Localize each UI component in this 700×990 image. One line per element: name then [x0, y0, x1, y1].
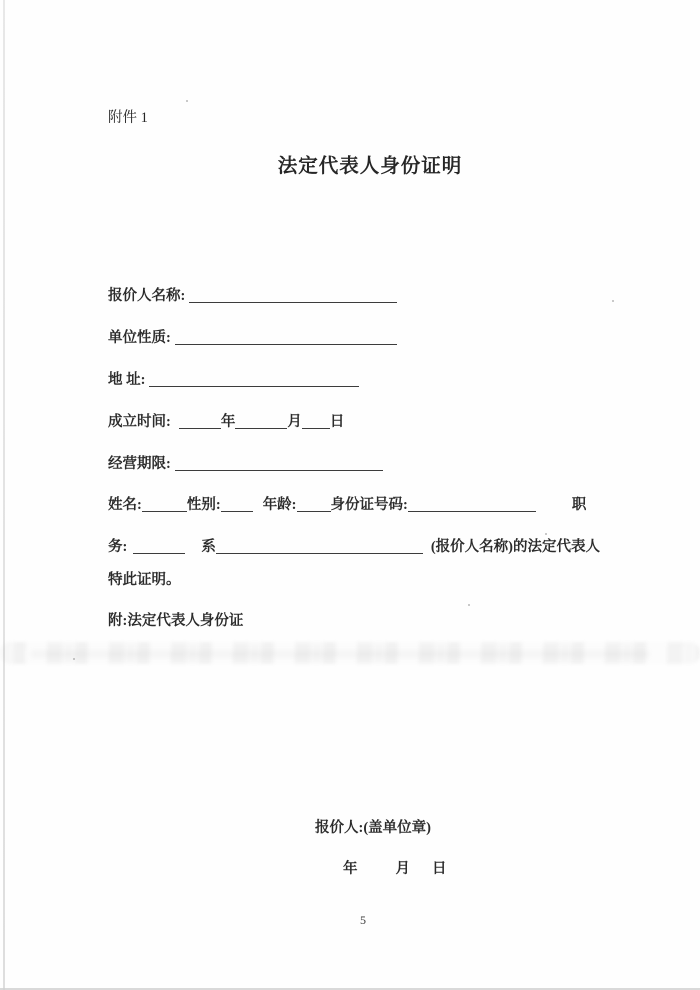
signature-month-char: 月 — [395, 861, 410, 877]
name-blank — [142, 496, 187, 512]
field-line-address — [108, 368, 359, 389]
scan-speck — [612, 300, 614, 302]
document-title: 法定代表人身份证明 — [277, 156, 463, 177]
field-line-business-term — [108, 452, 383, 473]
attachment-number-label: 附件 1 — [108, 110, 148, 126]
attachment-note-text: 附:法定代表人身份证 — [108, 613, 244, 629]
field-line-establish-date — [108, 410, 344, 431]
id-number-label: 身份证号码: — [330, 497, 408, 513]
business-term-label: 经营期限: — [108, 456, 171, 472]
scan-speck — [186, 100, 188, 102]
field-line-duty — [108, 535, 600, 556]
year-char: 年 — [220, 414, 236, 430]
attachment-note-line — [108, 609, 243, 630]
address-blank — [149, 371, 359, 387]
signature-year-char: 年 — [343, 861, 358, 877]
establish-year-blank — [179, 413, 221, 429]
address-label: 地 址: — [108, 372, 146, 388]
id-number-blank — [408, 496, 536, 512]
legal-rep-suffix: (报价人名称)的法定代表人 — [430, 539, 600, 555]
age-label: 年龄: — [262, 497, 297, 513]
duty-char-second: 务: — [108, 539, 128, 555]
establish-day-blank — [302, 413, 330, 429]
hereby-text: 特此证明。 — [108, 572, 181, 588]
day-char: 日 — [329, 414, 345, 430]
field-line-person-info — [108, 493, 586, 514]
age-blank — [297, 496, 331, 512]
page-number: 5 — [360, 913, 366, 927]
gender-label: 性别: — [186, 497, 221, 513]
name-label: 姓名: — [108, 497, 142, 513]
gender-blank — [221, 496, 253, 512]
bidder-name-blank — [189, 287, 397, 303]
business-term-blank — [175, 455, 383, 471]
bidder-name-label: 报价人名称: — [108, 288, 186, 304]
month-char: 月 — [287, 414, 302, 430]
signature-line — [315, 816, 431, 837]
duty-blank — [133, 538, 185, 554]
unit-nature-blank — [175, 329, 397, 345]
field-line-unit-nature — [108, 326, 397, 347]
field-line-bidder-name — [108, 284, 397, 305]
is-label: 系 — [201, 539, 216, 555]
signature-date-line — [315, 857, 447, 878]
signature-day-char: 日 — [432, 861, 447, 877]
unit-nature-label: 单位性质: — [108, 330, 171, 346]
duty-char-first: 职 — [571, 497, 587, 513]
company-name-blank — [216, 538, 423, 554]
scan-smudge-band-inner — [30, 650, 650, 658]
establish-date-label: 成立时间: — [108, 414, 171, 430]
bidder-seal-label: 报价人:(盖单位章) — [315, 820, 431, 836]
scan-speck — [468, 604, 470, 606]
establish-month-blank — [235, 413, 287, 429]
hereby-line — [108, 568, 181, 589]
scan-edge-left-line — [3, 0, 5, 990]
